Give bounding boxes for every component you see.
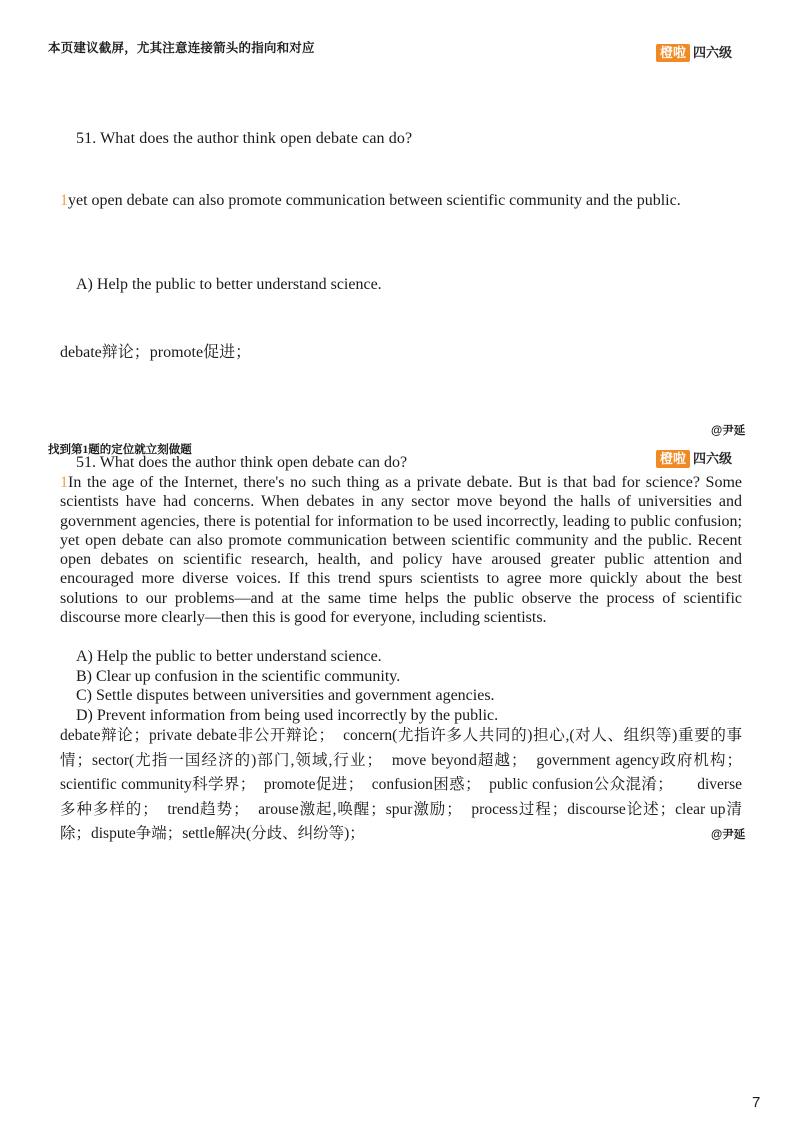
question-title: 51. What does the author think open debate can do? [76,130,413,147]
author-credit: @尹延 [711,425,746,437]
brand-logo: 橙啦 [656,44,690,62]
vocabulary-notes: debate辩论；promote促进； [60,344,252,361]
option-b: B) Clear up confusion in the scientific community. [76,667,401,685]
answer-options [76,647,498,725]
brand-badge [656,44,732,62]
option-d: D) Prevent information from being used incorrectly by the public. [76,706,499,724]
answer-option: A) Help the public to better understand science. [76,276,382,293]
page-number: 7 [752,1094,761,1111]
locator-marker: 1 [60,192,68,209]
vocabulary-notes: debate辩论；private debate非公开辩论； concern(尤指许多人共同的)担心,(对人、组织等)重要的事情；sector(尤指一国经济的)部门,领域,行业； move beyond超越； government agency政府机构；scientific community科学界； promote促进； confusion困惑； public confusion公众混淆； diverse多种多样的； trend趋势； arouse激起,唤醒；spur激励； process过程；discourse论述；clear up清除；dispute争端；settle解决(分歧、纠纷等)； [60,727,742,842]
brand-text: 四六级 [693,45,733,60]
excerpt-text: yet open debate can also promote communication between scientific community and the public. [68,192,681,209]
passage-excerpt [60,186,742,215]
locator-marker: 1 [60,474,68,491]
option-c: C) Settle disputes between universities and government agencies. [76,687,495,704]
brand-badge [656,450,732,468]
passage-text: In the age of the Internet, there's no such thing as a private debate. But is that bad for science? Some scientists have had concerns. When debates in any sector move beyond the halls of universities and government agencies, there is potential for information to be used incorrectly, leading to public confusion; yet open debate can also promote communication between scientific community and the public. Recent open debates on scientific research, health, and policy have aroused greater public attention and encouraged more diverse voices. If this trend spurs scientists to agree more quickly about the best solutions to our problems—and at the same time helps the public observe the process of scientific discourse more clearly—then this is good for everyone, including scientists. [60,474,742,627]
page-header-note: 本页建议截屏，尤其注意连接箭头的指向和对应 [48,41,315,55]
brand-logo: 橙啦 [656,450,690,468]
section-note: 找到第1题的定位就立刻做题 [48,444,192,456]
question-title: 51. What does the author think open debate can do? [76,454,408,471]
option-a: A) Help the public to better understand science. [76,648,382,665]
passage-full [60,473,742,627]
brand-text: 四六级 [693,451,733,466]
author-credit: @尹延 [711,829,746,841]
